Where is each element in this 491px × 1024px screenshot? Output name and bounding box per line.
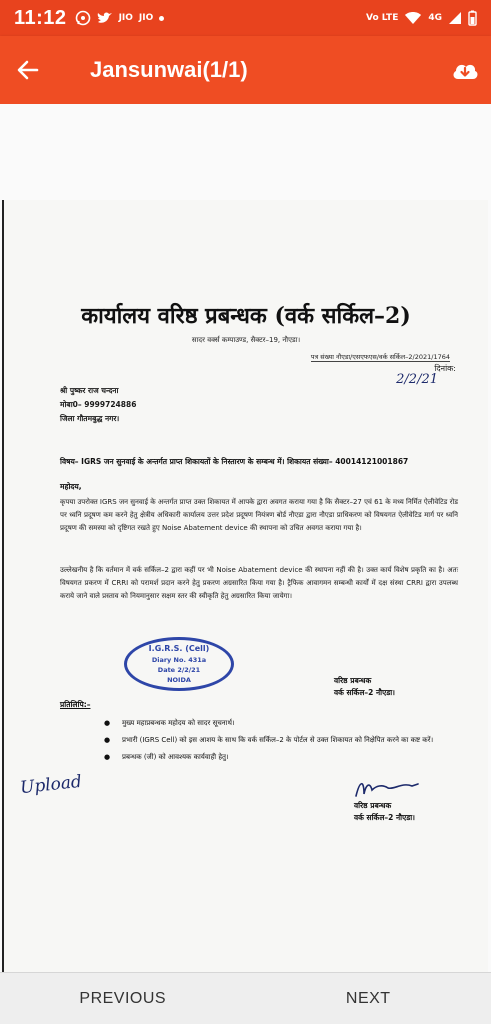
list-item-text: ● प्रभारी (IGRS Cell) को इस आशय के साथ कि वर्क सर्किल–2 के पोर्टल से उक्त शिकायत को निक्षेपित करने का कष्ट करें। — [122, 736, 434, 744]
document-title: कार्यालय वरिष्ठ प्रबन्धक (वर्क सर्किल–2) — [81, 303, 411, 329]
igrs-cell-stamp — [124, 637, 234, 691]
addressee-block — [60, 384, 136, 426]
list-item-text: ● प्रबन्धक (जी) को आवश्यक कार्यवाही हेतु। — [122, 753, 229, 761]
reference-number: पत्र संख्या नौएडा/एसएफएस/वर्क सर्किल–2/2021/1764 — [310, 353, 450, 361]
cloud-download-icon — [451, 60, 479, 80]
list-item — [104, 717, 464, 730]
body-paragraph-2: उल्लेखनीय है कि वर्तमान में वर्क सर्किल–2 द्वारा कहीं पर भी Noise Abatement device की स्थापना नहीं की है। उक्त कार्य विशेष प्रकृति का है। अतः विषयगत प्रकरण में CRRI को परामर्श प्रदान करने हेतु प्रकरण अग्रसारित किया गया है। ट्रैफिक आवागमन सम्बन्धी कार्यों में दक्ष संस्था CRRI द्वारा उपलब्ध कराये जाने वाले प्रस्ताव को नियमानुसार सक्षम स्तर की स्वीकृति हेतु अग्रसारित किया जायेगा। — [60, 566, 458, 600]
next-button[interactable]: NEXT — [345, 989, 391, 1007]
addressee-district: जिला गौतमबुद्ध नगर। — [60, 414, 120, 423]
app-bar — [0, 36, 491, 104]
handwritten-date: 2/2/21 — [396, 372, 438, 387]
dot-icon — [159, 16, 164, 21]
signatory-office: वर्क सर्किल–2 नौएडा। — [334, 688, 396, 697]
body-paragraph-1: कृपया उपरोक्त IGRS जन सुनवाई के अन्तर्गत प्राप्त उक्त शिकायत में आपके द्वारा अवगत कराया गया है कि सैक्टर–27 एवं 61 के मध्य निर्मित ऐलीवेटिड रोड पर ध्वनि प्रदूषण कम करने हेतु क्षेत्रीय अधिकारी कार्यालय उत्तर प्रदेश प्रदूषण नियंत्रण बोर्ड नौएडा द्वारा नौएडा प्राधिकरण को विषयगत ऐलीवेटिड मार्ग पर ध्वनि प्रदूषण की समस्या को दृष्टिगत रखते हुए Noise Abatement device की स्थापना को उचित अवगत कराया गया है। — [60, 498, 458, 532]
signatory-block-1 — [334, 675, 395, 699]
document-page — [2, 200, 488, 972]
list-item-text: ● मुख्य महाप्रबन्धक महोदय को सादर सूचनार्थ। — [122, 719, 235, 727]
stamp-line-1: I.G.R.S. (Cell) — [148, 644, 210, 653]
stamp-line-2: Diary No. 431a — [151, 656, 207, 664]
previous-button[interactable]: PREVIOUS — [79, 989, 167, 1007]
notification-icons — [75, 10, 165, 26]
jio-icon: JIO — [138, 13, 154, 23]
signatory-title: वरिष्ठ प्रबन्धक — [354, 801, 392, 810]
status-bar — [0, 0, 491, 36]
date-label: दिनांक: — [434, 364, 456, 373]
arrow-back-icon — [17, 60, 39, 80]
signature-scribble — [352, 776, 422, 802]
copy-to-list — [104, 717, 464, 768]
jio-icon: JIO — [118, 13, 133, 23]
addressee-mobile: मोबा0– 9999724886 — [60, 400, 137, 409]
document-subtitle: सादर वर्क्स कम्पाउण्ड, सैक्टर–19, नौएडा। — [191, 336, 301, 344]
subject-line: विषय– IGRS जन सुनवाई के अन्तर्गत प्राप्त शिकायतों के निस्तारण के सम्बन्ध में। शिकायत संख्या– 40014121001867 — [60, 457, 409, 466]
document-viewer[interactable] — [0, 104, 491, 972]
copy-to-heading: प्रतिलिपि:– — [60, 700, 91, 709]
back-button[interactable] — [0, 36, 56, 104]
signatory-office: वर्क सर्किल–2 नौएडा। — [354, 813, 416, 822]
signatory-block-2 — [354, 800, 415, 824]
whatsapp-icon — [75, 10, 91, 26]
battery-icon — [468, 10, 477, 26]
download-button[interactable] — [439, 36, 491, 104]
list-item — [104, 734, 464, 747]
signal-icon — [448, 11, 462, 25]
system-icons — [366, 10, 477, 26]
list-item — [104, 751, 464, 764]
stamp-line-4: NOIDA — [167, 676, 191, 684]
wifi-icon — [404, 11, 422, 25]
page-title: Jansunwai(1/1) — [90, 57, 248, 82]
signatory-title: वरिष्ठ प्रबन्धक — [334, 676, 372, 685]
addressee-name: श्री पुष्कर राज चन्दना — [60, 386, 119, 395]
twitter-icon — [97, 11, 113, 25]
bottom-navigation — [0, 972, 491, 1024]
salutation: महोदय, — [60, 482, 82, 491]
stamp-line-3: Date 2/2/21 — [157, 666, 201, 674]
status-time: 11:12 — [14, 6, 67, 29]
volte-icon: Vo LTE — [366, 13, 399, 23]
network-type: 4G — [428, 13, 442, 23]
handwritten-upload-note: Upload — [19, 771, 83, 799]
